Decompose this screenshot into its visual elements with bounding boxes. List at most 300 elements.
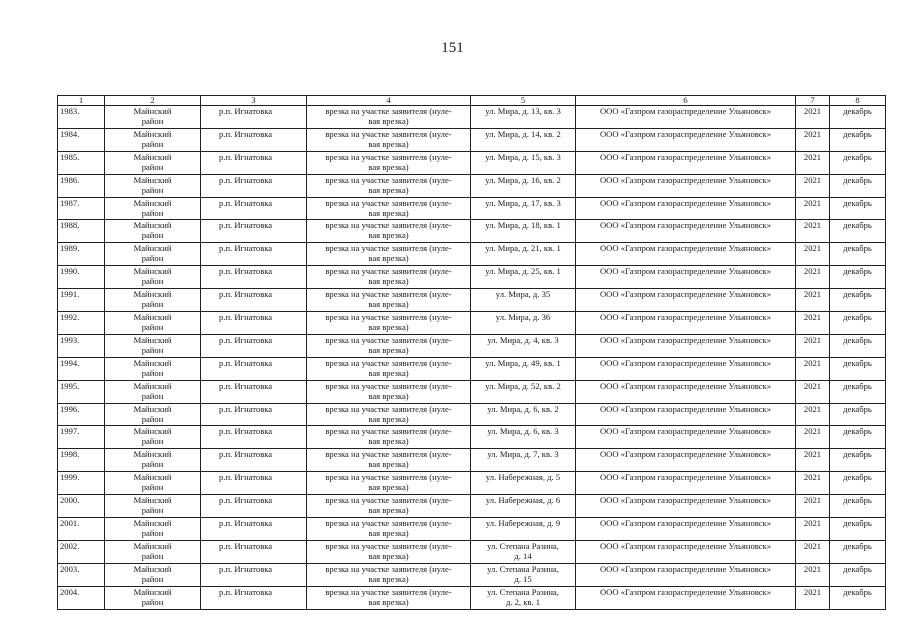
work-type-cell: [307, 220, 471, 243]
work-type-cell: [307, 266, 471, 289]
district-cell-text: Майнский: [133, 243, 172, 254]
address-cell-text: д. 14: [514, 550, 532, 561]
settlement-cell: [201, 128, 307, 151]
organization-cell: [576, 403, 796, 426]
work-type-cell: [307, 403, 471, 426]
district-cell-text: район: [141, 459, 164, 470]
row-number-cell-text: 1993.: [60, 334, 80, 345]
organization-cell: [576, 540, 796, 563]
year-cell-text: 2021: [803, 220, 822, 231]
work-type-cell-text: вая врезка): [368, 482, 409, 493]
settlement-cell: [201, 449, 307, 472]
address-cell-text: ул. Мира, д. 16, кв. 2: [485, 174, 561, 185]
district-cell-text: Майнский: [133, 495, 172, 506]
work-type-cell-text: вая врезка): [368, 505, 409, 516]
work-type-cell: [307, 174, 471, 197]
year-cell-text: 2021: [803, 243, 822, 254]
year-cell: [796, 449, 830, 472]
organization-cell-text: ООО «Газпром газораспределение Ульяновск»: [599, 334, 772, 345]
table-row: [58, 540, 886, 563]
row-number-cell-text: 1992.: [60, 312, 80, 323]
row-number-cell-text: 1989.: [60, 243, 80, 254]
district-cell: [105, 586, 201, 609]
month-cell: [830, 586, 886, 609]
work-type-cell-text: врезка на участке заявителя (нуле-: [325, 266, 452, 277]
settlement-cell-text: р.п. Игнатовка: [219, 243, 273, 254]
address-cell: [471, 174, 576, 197]
district-cell-text: Майнский: [133, 357, 172, 368]
address-cell-text: ул. Мира, д. 4, кв. 3: [487, 334, 559, 345]
settlement-cell: [201, 174, 307, 197]
column-header: 3: [201, 96, 307, 106]
settlement-cell: [201, 312, 307, 335]
year-cell-text: 2021: [803, 106, 822, 116]
work-type-cell-text: вая врезка): [368, 299, 409, 310]
work-type-cell-text: врезка на участке заявителя (нуле-: [325, 128, 452, 139]
month-cell: [830, 380, 886, 403]
work-type-cell-text: врезка на участке заявителя (нуле-: [325, 380, 452, 391]
row-number-cell-text: 1988.: [60, 220, 80, 231]
organization-cell: [576, 289, 796, 312]
district-cell-text: район: [141, 413, 164, 424]
district-cell: [105, 334, 201, 357]
row-number-cell: [58, 540, 105, 563]
organization-cell-text: ООО «Газпром газораспределение Ульяновск»: [599, 106, 772, 116]
settlement-cell-text: р.п. Игнатовка: [219, 128, 273, 139]
month-cell: [830, 334, 886, 357]
district-cell-text: Майнский: [133, 449, 172, 460]
settlement-cell: [201, 495, 307, 518]
district-cell-text: Майнский: [133, 289, 172, 300]
address-cell-text: ул. Мира, д. 18, кв. 1: [485, 220, 561, 231]
settlement-cell-text: р.п. Игнатовка: [219, 518, 273, 529]
organization-cell: [576, 266, 796, 289]
district-cell-text: Майнский: [133, 106, 172, 116]
table-row: [58, 563, 886, 586]
organization-cell-text: ООО «Газпром газораспределение Ульяновск»: [599, 403, 772, 414]
address-cell: [471, 403, 576, 426]
work-type-cell-text: врезка на участке заявителя (нуле-: [325, 540, 452, 551]
settlement-cell: [201, 220, 307, 243]
organization-cell-text: ООО «Газпром газораспределение Ульяновск»: [599, 563, 772, 574]
table-row: [58, 243, 886, 266]
table-row: [58, 106, 886, 129]
row-number-cell: [58, 449, 105, 472]
address-cell-text: ул. Мира, д. 25, кв. 1: [485, 266, 561, 277]
address-cell: [471, 540, 576, 563]
column-header: 5: [471, 96, 576, 106]
month-cell-text: декабрь: [843, 151, 872, 162]
settlement-cell-text: р.п. Игнатовка: [219, 586, 273, 597]
district-cell-text: Майнский: [133, 151, 172, 162]
organization-cell-text: ООО «Газпром газораспределение Ульяновск»: [599, 220, 772, 231]
year-cell: [796, 518, 830, 541]
month-cell-text: декабрь: [843, 357, 872, 368]
table-row: [58, 518, 886, 541]
row-number-cell-text: 1996.: [60, 403, 80, 414]
work-type-cell: [307, 380, 471, 403]
address-cell: [471, 357, 576, 380]
row-number-cell: [58, 495, 105, 518]
table-body: [58, 106, 886, 610]
year-cell-text: 2021: [803, 380, 822, 391]
row-number-cell: [58, 197, 105, 220]
month-cell: [830, 563, 886, 586]
month-cell: [830, 357, 886, 380]
settlement-cell-text: р.п. Игнатовка: [219, 266, 273, 277]
month-cell-text: декабрь: [843, 197, 872, 208]
work-type-cell-text: вая врезка): [368, 459, 409, 470]
district-cell-text: Майнский: [133, 426, 172, 437]
month-cell-text: декабрь: [843, 449, 872, 460]
organization-cell: [576, 128, 796, 151]
table-row: [58, 220, 886, 243]
settlement-cell: [201, 106, 307, 129]
district-cell-text: район: [141, 230, 164, 241]
month-cell: [830, 197, 886, 220]
district-cell-text: Майнский: [133, 586, 172, 597]
row-number-cell-text: 2004.: [60, 586, 80, 597]
work-type-cell-text: вая врезка): [368, 184, 409, 195]
district-cell-text: район: [141, 299, 164, 310]
month-cell: [830, 449, 886, 472]
year-cell: [796, 220, 830, 243]
work-type-cell-text: врезка на участке заявителя (нуле-: [325, 106, 452, 116]
address-cell: [471, 106, 576, 129]
address-cell: [471, 472, 576, 495]
column-header: 8: [830, 96, 886, 106]
work-type-cell-text: вая врезка): [368, 276, 409, 287]
month-cell-text: декабрь: [843, 495, 872, 506]
settlement-cell-text: р.п. Игнатовка: [219, 312, 273, 323]
year-cell: [796, 106, 830, 129]
district-cell: [105, 151, 201, 174]
organization-cell-text: ООО «Газпром газораспределение Ульяновск»: [599, 266, 772, 277]
address-cell: [471, 495, 576, 518]
work-type-cell-text: вая врезка): [368, 528, 409, 539]
row-number-cell: [58, 586, 105, 609]
settlement-cell-text: р.п. Игнатовка: [219, 334, 273, 345]
address-cell-text: ул. Степана Разина,: [487, 563, 559, 574]
month-cell-text: декабрь: [843, 243, 872, 254]
row-number-cell: [58, 151, 105, 174]
address-cell: [471, 289, 576, 312]
settlement-cell: [201, 151, 307, 174]
settlement-cell: [201, 289, 307, 312]
table-row: [58, 426, 886, 449]
work-type-cell: [307, 334, 471, 357]
organization-cell-text: ООО «Газпром газораспределение Ульяновск»: [599, 289, 772, 300]
work-type-cell-text: врезка на участке заявителя (нуле-: [325, 289, 452, 300]
district-cell: [105, 197, 201, 220]
district-cell-text: Майнский: [133, 380, 172, 391]
district-cell: [105, 220, 201, 243]
year-cell-text: 2021: [803, 289, 822, 300]
address-cell: [471, 334, 576, 357]
organization-cell: [576, 334, 796, 357]
year-cell-text: 2021: [803, 266, 822, 277]
address-cell: [471, 563, 576, 586]
district-cell-text: район: [141, 528, 164, 539]
settlement-cell-text: р.п. Игнатовка: [219, 540, 273, 551]
row-number-cell-text: 1991.: [60, 289, 80, 300]
settlement-cell-text: р.п. Игнатовка: [219, 357, 273, 368]
address-cell: [471, 586, 576, 609]
row-number-cell-text: 1999.: [60, 472, 80, 483]
month-cell: [830, 426, 886, 449]
organization-cell: [576, 426, 796, 449]
organization-cell: [576, 243, 796, 266]
row-number-cell-text: 2000.: [60, 495, 80, 506]
header-row: [58, 96, 886, 106]
month-cell: [830, 403, 886, 426]
work-type-cell: [307, 151, 471, 174]
organization-cell-text: ООО «Газпром газораспределение Ульяновск»: [599, 380, 772, 391]
year-cell-text: 2021: [803, 151, 822, 162]
settlement-cell: [201, 586, 307, 609]
district-cell: [105, 289, 201, 312]
work-type-cell: [307, 312, 471, 335]
address-cell-text: ул. Мира, д. 6, кв. 3: [487, 426, 559, 437]
month-cell: [830, 243, 886, 266]
row-number-cell-text: 2001.: [60, 518, 80, 529]
district-cell-text: район: [141, 573, 164, 584]
address-cell-text: ул. Степана Разина,: [487, 540, 559, 551]
row-number-cell-text: 1987.: [60, 197, 80, 208]
table-row: [58, 312, 886, 335]
work-type-cell-text: вая врезка): [368, 596, 409, 607]
district-cell-text: район: [141, 596, 164, 607]
organization-cell-text: ООО «Газпром газораспределение Ульяновск»: [599, 426, 772, 437]
column-header: 6: [576, 96, 796, 106]
row-number-cell: [58, 403, 105, 426]
month-cell: [830, 220, 886, 243]
register-table: [57, 95, 886, 610]
month-cell: [830, 472, 886, 495]
settlement-cell-text: р.п. Игнатовка: [219, 151, 273, 162]
organization-cell-text: ООО «Газпром газораспределение Ульяновск»: [599, 357, 772, 368]
row-number-cell-text: 1998.: [60, 449, 80, 460]
address-cell-text: ул. Мира, д. 52, кв. 2: [485, 380, 561, 391]
settlement-cell: [201, 403, 307, 426]
settlement-cell-text: р.п. Игнатовка: [219, 106, 273, 116]
work-type-cell-text: вая врезка): [368, 230, 409, 241]
year-cell: [796, 243, 830, 266]
district-cell-text: район: [141, 207, 164, 218]
work-type-cell: [307, 106, 471, 129]
address-cell-text: ул. Мира, д. 7, кв. 3: [487, 449, 559, 460]
district-cell-text: район: [141, 367, 164, 378]
work-type-cell-text: врезка на участке заявителя (нуле-: [325, 174, 452, 185]
settlement-cell: [201, 357, 307, 380]
year-cell-text: 2021: [803, 174, 822, 185]
work-type-cell-text: вая врезка): [368, 138, 409, 149]
district-cell-text: Майнский: [133, 266, 172, 277]
work-type-cell-text: вая врезка): [368, 550, 409, 561]
row-number-cell-text: 1985.: [60, 151, 80, 162]
work-type-cell: [307, 426, 471, 449]
work-type-cell-text: врезка на участке заявителя (нуле-: [325, 426, 452, 437]
row-number-cell-text: 1984.: [60, 128, 80, 139]
work-type-cell-text: вая врезка): [368, 253, 409, 264]
organization-cell: [576, 495, 796, 518]
table-row: [58, 380, 886, 403]
settlement-cell-text: р.п. Игнатовка: [219, 495, 273, 506]
row-number-cell: [58, 106, 105, 129]
address-cell-text: ул. Мира, д. 21, кв. 1: [485, 243, 561, 254]
work-type-cell-text: вая врезка): [368, 322, 409, 333]
organization-cell-text: ООО «Газпром газораспределение Ульяновск»: [599, 449, 772, 460]
month-cell: [830, 289, 886, 312]
settlement-cell-text: р.п. Игнатовка: [219, 472, 273, 483]
month-cell-text: декабрь: [843, 403, 872, 414]
row-number-cell: [58, 357, 105, 380]
district-cell: [105, 380, 201, 403]
table-row: [58, 266, 886, 289]
organization-cell-text: ООО «Газпром газораспределение Ульяновск»: [599, 312, 772, 323]
work-type-cell-text: врезка на участке заявителя (нуле-: [325, 243, 452, 254]
district-cell-text: район: [141, 436, 164, 447]
row-number-cell-text: 1986.: [60, 174, 80, 185]
year-cell: [796, 540, 830, 563]
table-row: [58, 357, 886, 380]
year-cell: [796, 357, 830, 380]
settlement-cell: [201, 426, 307, 449]
work-type-cell-text: вая врезка): [368, 116, 409, 126]
year-cell-text: 2021: [803, 197, 822, 208]
work-type-cell-text: вая врезка): [368, 573, 409, 584]
year-cell-text: 2021: [803, 334, 822, 345]
settlement-cell-text: р.п. Игнатовка: [219, 449, 273, 460]
district-cell-text: Майнский: [133, 334, 172, 345]
month-cell: [830, 495, 886, 518]
organization-cell-text: ООО «Газпром газораспределение Ульяновск»: [599, 174, 772, 185]
table-row: [58, 174, 886, 197]
district-cell-text: район: [141, 138, 164, 149]
district-cell: [105, 518, 201, 541]
organization-cell: [576, 563, 796, 586]
month-cell-text: декабрь: [843, 586, 872, 597]
year-cell-text: 2021: [803, 495, 822, 506]
table-row: [58, 449, 886, 472]
address-cell-text: ул. Мира, д. 14, кв. 2: [485, 128, 561, 139]
month-cell-text: декабрь: [843, 563, 872, 574]
table-row: [58, 334, 886, 357]
month-cell-text: декабрь: [843, 312, 872, 323]
year-cell: [796, 495, 830, 518]
address-cell-text: ул. Мира, д. 17, кв. 3: [485, 197, 561, 208]
work-type-cell-text: вая врезка): [368, 161, 409, 172]
month-cell: [830, 106, 886, 129]
address-cell: [471, 243, 576, 266]
month-cell: [830, 128, 886, 151]
address-cell: [471, 128, 576, 151]
table-row: [58, 586, 886, 609]
address-cell-text: ул. Мира, д. 13, кв. 3: [485, 106, 561, 116]
address-cell: [471, 220, 576, 243]
district-cell-text: Майнский: [133, 174, 172, 185]
organization-cell-text: ООО «Газпром газораспределение Ульяновск»: [599, 128, 772, 139]
year-cell: [796, 426, 830, 449]
district-cell: [105, 540, 201, 563]
work-type-cell: [307, 197, 471, 220]
settlement-cell-text: р.п. Игнатовка: [219, 197, 273, 208]
year-cell-text: 2021: [803, 426, 822, 437]
settlement-cell: [201, 472, 307, 495]
row-number-cell: [58, 380, 105, 403]
organization-cell: [576, 518, 796, 541]
address-cell-text: д. 2, кв. 1: [505, 596, 541, 607]
district-cell-text: Майнский: [133, 128, 172, 139]
organization-cell: [576, 449, 796, 472]
organization-cell-text: ООО «Газпром газораспределение Ульяновск»: [599, 518, 772, 529]
work-type-cell: [307, 128, 471, 151]
district-cell-text: район: [141, 253, 164, 264]
district-cell-text: район: [141, 482, 164, 493]
district-cell-text: Майнский: [133, 540, 172, 551]
address-cell-text: ул. Мира, д. 49, кв. 1: [485, 357, 561, 368]
month-cell-text: декабрь: [843, 518, 872, 529]
month-cell: [830, 174, 886, 197]
table-row: [58, 128, 886, 151]
address-cell: [471, 197, 576, 220]
column-header: 2: [105, 96, 201, 106]
district-cell: [105, 312, 201, 335]
table-row: [58, 289, 886, 312]
organization-cell: [576, 174, 796, 197]
organization-cell: [576, 312, 796, 335]
table-row: [58, 197, 886, 220]
month-cell: [830, 312, 886, 335]
district-cell: [105, 403, 201, 426]
month-cell: [830, 266, 886, 289]
settlement-cell: [201, 334, 307, 357]
district-cell-text: район: [141, 322, 164, 333]
year-cell-text: 2021: [803, 518, 822, 529]
district-cell: [105, 243, 201, 266]
work-type-cell: [307, 289, 471, 312]
organization-cell-text: ООО «Газпром газораспределение Ульяновск»: [599, 151, 772, 162]
work-type-cell: [307, 357, 471, 380]
work-type-cell-text: вая врезка): [368, 207, 409, 218]
work-type-cell-text: врезка на участке заявителя (нуле-: [325, 357, 452, 368]
district-cell: [105, 266, 201, 289]
row-number-cell: [58, 243, 105, 266]
work-type-cell-text: врезка на участке заявителя (нуле-: [325, 563, 452, 574]
month-cell-text: декабрь: [843, 472, 872, 483]
address-cell: [471, 151, 576, 174]
district-cell-text: район: [141, 276, 164, 287]
district-cell: [105, 495, 201, 518]
table-row: [58, 472, 886, 495]
year-cell: [796, 334, 830, 357]
district-cell: [105, 426, 201, 449]
organization-cell: [576, 586, 796, 609]
organization-cell-text: ООО «Газпром газораспределение Ульяновск»: [599, 197, 772, 208]
address-cell: [471, 518, 576, 541]
table-row: [58, 151, 886, 174]
address-cell-text: ул. Набережная, д. 5: [485, 472, 561, 483]
settlement-cell: [201, 518, 307, 541]
year-cell: [796, 128, 830, 151]
organization-cell: [576, 151, 796, 174]
row-number-cell: [58, 563, 105, 586]
settlement-cell-text: р.п. Игнатовка: [219, 289, 273, 300]
address-cell-text: ул. Мира, д. 15, кв. 3: [485, 151, 561, 162]
row-number-cell-text: 1983.: [60, 106, 80, 116]
work-type-cell-text: врезка на участке заявителя (нуле-: [325, 312, 452, 323]
district-cell-text: район: [141, 184, 164, 195]
